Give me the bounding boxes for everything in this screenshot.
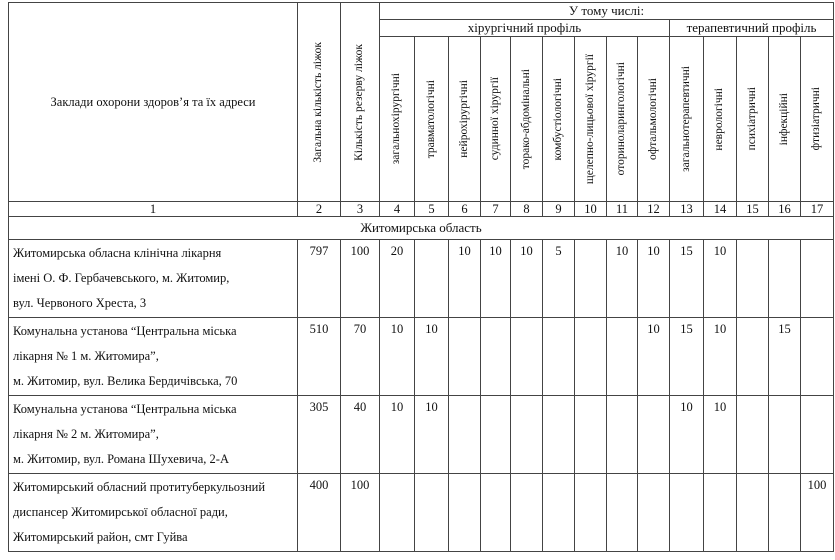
column-number-row [9, 202, 834, 217]
col-header: травматологічні [415, 37, 449, 202]
col-header: нейрохірургічні [449, 37, 481, 202]
bed-count-cell: 15 [769, 318, 801, 396]
institution-name-line: м. Житомир, вул. Романа Шухевича, 2-А [13, 452, 229, 467]
bed-count-cell: 10 [704, 396, 737, 474]
institution-name-line: Комунальна установа “Центральна міська [13, 324, 237, 339]
col-header: щелепно-лицьової хірургії [575, 37, 607, 202]
bed-count-cell: 10 [704, 240, 737, 318]
institution-name-line: м. Житомир, вул. Велика Бердичівська, 70 [13, 374, 238, 389]
column-number: 14 [704, 202, 737, 217]
bed-count-cell: 10 [380, 318, 415, 396]
bed-count-cell [704, 474, 737, 552]
bed-count-cell [575, 240, 607, 318]
column-number: 16 [769, 202, 801, 217]
column-number: 10 [575, 202, 607, 217]
bed-count-cell: 10 [415, 318, 449, 396]
column-number: 9 [543, 202, 575, 217]
bed-count-cell [607, 396, 638, 474]
col-header: психіатричні [737, 37, 769, 202]
bed-count-cell [737, 396, 769, 474]
bed-count-cell [769, 396, 801, 474]
institution-name-line: вул. Червоного Хреста, 3 [13, 296, 147, 311]
reserve-beds-header: Кількість резерву ліжок [341, 3, 380, 202]
bed-count-cell [575, 396, 607, 474]
bed-count-cell [737, 318, 769, 396]
institution-name [9, 240, 298, 318]
region-title: Житомирська область [9, 217, 834, 240]
institution-name [9, 396, 298, 474]
bed-table [8, 2, 834, 552]
bed-count-cell [607, 318, 638, 396]
bed-count-cell [511, 318, 543, 396]
bed-count-cell [543, 318, 575, 396]
bed-count-cell [415, 240, 449, 318]
bed-count-cell: 100 [801, 474, 834, 552]
institution-name-line: лікарня № 1 м. Житомира”, [13, 349, 159, 364]
bed-count-cell: 15 [670, 318, 704, 396]
col-header: комбустіологічні [543, 37, 575, 202]
surgical-profile-header: хірургічний профіль [380, 20, 670, 37]
column-number: 12 [638, 202, 670, 217]
bed-count-cell [801, 318, 834, 396]
bed-count-cell [670, 474, 704, 552]
col-header: офтальмологічні [638, 37, 670, 202]
bed-count-cell: 40 [341, 396, 380, 474]
column-number: 15 [737, 202, 769, 217]
bed-count-cell [737, 240, 769, 318]
bed-count-cell: 10 [607, 240, 638, 318]
column-number: 13 [670, 202, 704, 217]
table-row [9, 474, 834, 552]
col-header: оториноларингологічні [607, 37, 638, 202]
bed-count-cell: 100 [341, 474, 380, 552]
bed-count-cell [801, 240, 834, 318]
bed-count-cell [638, 396, 670, 474]
bed-count-cell [481, 396, 511, 474]
bed-count-cell [769, 474, 801, 552]
bed-count-cell: 510 [298, 318, 341, 396]
bed-count-cell [769, 240, 801, 318]
including-header: У тому числі: [380, 3, 834, 20]
column-number: 4 [380, 202, 415, 217]
table-row [9, 318, 834, 396]
bed-count-cell: 10 [511, 240, 543, 318]
bed-count-cell: 400 [298, 474, 341, 552]
bed-count-cell: 100 [341, 240, 380, 318]
bed-count-cell [511, 474, 543, 552]
institution-name-line: Житомирська обласна клінічна лікарня [13, 246, 222, 261]
bed-count-cell: 70 [341, 318, 380, 396]
bed-count-cell [511, 396, 543, 474]
col-header: загальнотерапевтичні [670, 37, 704, 202]
bed-count-cell: 15 [670, 240, 704, 318]
bed-count-cell: 797 [298, 240, 341, 318]
bed-count-cell [737, 474, 769, 552]
bed-count-cell: 305 [298, 396, 341, 474]
institution-header: Заклади охорони здоров’я та їх адреси [9, 3, 298, 202]
column-number: 17 [801, 202, 834, 217]
bed-count-cell: 10 [415, 396, 449, 474]
bed-count-cell: 10 [670, 396, 704, 474]
institution-name-line: диспансер Житомирської обласної ради, [13, 505, 228, 520]
bed-count-cell [449, 396, 481, 474]
bed-count-cell [543, 474, 575, 552]
bed-count-cell: 10 [638, 318, 670, 396]
col-header: загальнохірургічні [380, 37, 415, 202]
col-header: торако-абдомінальні [511, 37, 543, 202]
bed-count-cell: 10 [481, 240, 511, 318]
institution-name-line: Житомирський район, смт Гуйва [13, 530, 188, 545]
institution-name [9, 318, 298, 396]
column-number: 3 [341, 202, 380, 217]
table-row [9, 396, 834, 474]
bed-count-cell [481, 318, 511, 396]
institution-name [9, 474, 298, 552]
bed-count-cell [481, 474, 511, 552]
bed-count-cell [575, 474, 607, 552]
bed-count-cell [638, 474, 670, 552]
column-number: 7 [481, 202, 511, 217]
col-header: інфекційні [769, 37, 801, 202]
total-beds-header: Загальна кількість ліжок [298, 3, 341, 202]
table-row [9, 240, 834, 318]
bed-count-cell: 5 [543, 240, 575, 318]
col-header: неврологічні [704, 37, 737, 202]
bed-count-cell [415, 474, 449, 552]
bed-count-cell: 10 [449, 240, 481, 318]
therapeutic-profile-header: терапевтичний профіль [670, 20, 834, 37]
column-number: 6 [449, 202, 481, 217]
col-header: судинної хірургії [481, 37, 511, 202]
bed-count-cell [449, 474, 481, 552]
column-number: 2 [298, 202, 341, 217]
bed-count-cell [607, 474, 638, 552]
bed-count-cell: 10 [704, 318, 737, 396]
institution-name-line: імені О. Ф. Гербачевського, м. Житомир, [13, 271, 230, 286]
bed-count-cell [575, 318, 607, 396]
column-number: 11 [607, 202, 638, 217]
bed-count-cell: 10 [380, 396, 415, 474]
col-header: фтизіатричні [801, 37, 834, 202]
institution-name-line: Житомирський обласний протитуберкульозний [13, 480, 266, 495]
bed-count-cell [449, 318, 481, 396]
bed-count-cell [801, 396, 834, 474]
bed-count-cell [380, 474, 415, 552]
column-number: 8 [511, 202, 543, 217]
column-number: 1 [9, 202, 298, 217]
bed-count-cell: 10 [638, 240, 670, 318]
bed-count-cell [543, 396, 575, 474]
institution-name-line: Комунальна установа “Центральна міська [13, 402, 237, 417]
institution-name-line: лікарня № 2 м. Житомира”, [13, 427, 159, 442]
bed-count-cell: 20 [380, 240, 415, 318]
column-number: 5 [415, 202, 449, 217]
